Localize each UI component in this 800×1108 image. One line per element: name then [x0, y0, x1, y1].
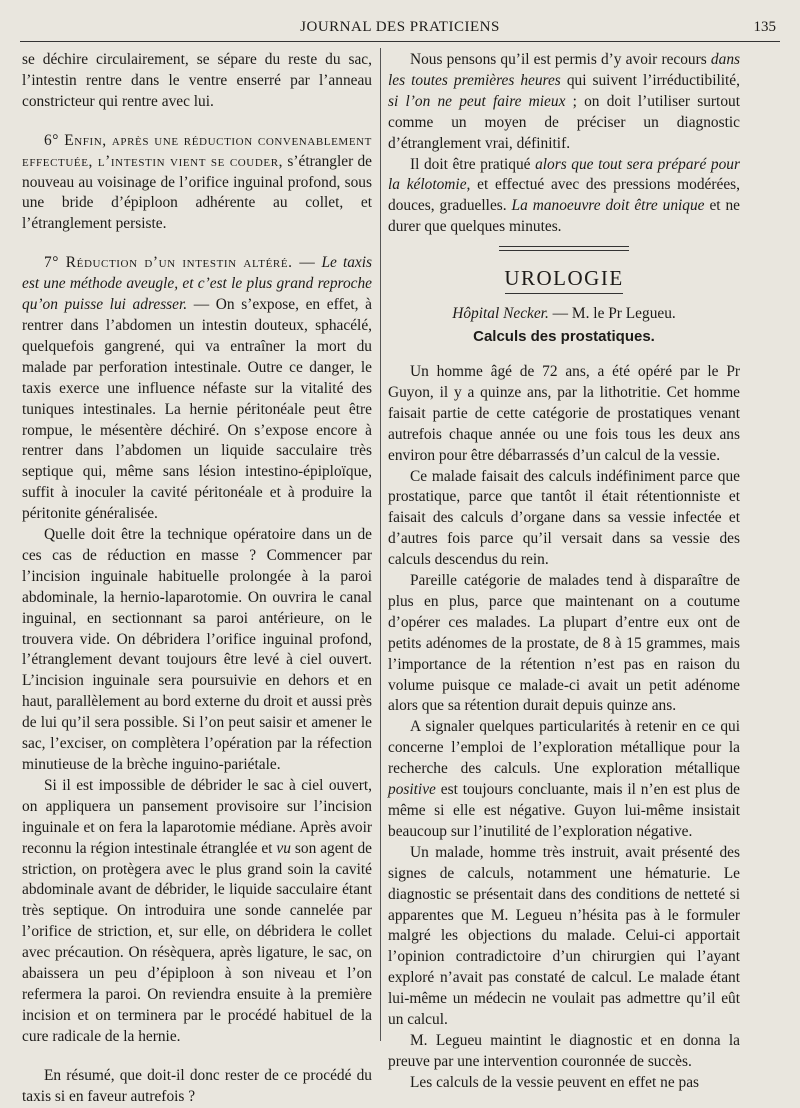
paragraph-summary: En résumé, que doit-il donc rester de ce procédé du taxis si en faveur autrefois ? — [22, 1066, 372, 1105]
paragraph-text: — On s’expose, en effet, à rentrer dans l’abdomen un intestin douteux, sphacélé, quelquefois gangrené, qui va entraîner la mort du malade par perforation intestinale. Outre ce danger, le taxis exerce une influence néfaste sur la vitalité des tuniques intestinales. La hernie péritonéale peut être rompue, le mésentère déchiré. On s’expose encore à rentrer dans l’abdomen un liquide sacculaire très septique qui, même sans lésion intestino-épiploïque, suffit à inoculer la cavité péritonéale et à produire la péritonite généralisée. — [22, 296, 372, 523]
paragraph — [22, 776, 372, 1048]
right-column — [388, 50, 741, 1091]
paragraph — [388, 717, 740, 842]
paragraph-emphasis: dans les toutes premières heures — [388, 51, 740, 89]
paragraph — [388, 155, 740, 239]
paragraph-heading: 6° Enfin, après une réduction convenablement effectuée, l’intestin vient se couder, — [22, 131, 372, 170]
paragraph-text: Il doit être pratiqué — [410, 155, 536, 173]
column-divider — [380, 48, 381, 1041]
section-title: UROLOGIE — [504, 266, 624, 291]
paragraph: Un malade, homme très instruit, avait présenté des signes de calculs, notamment une hématurie. Le diagnostic se présentait dans des conditions de netteté si apparentes que M. Legueu n’hésita pas à le formuler malgré les objections du malade. Celui-ci apportait l’opinion contradictoire d’un chirurgien qui l’ayant exploré n’avait pas constaté de calcul. Le malade étant lui-même un médecin ne voulait pas admettre qu’il eût un calcul. — [388, 843, 740, 1029]
article-title: Calculs des prostatiques. — [473, 328, 655, 346]
paragraph: Un homme âgé de 72 ans, a été opéré par le Pr Guyon, il y a quinze ans, par la lithotritie. Cet homme faisait partie de cette catégorie de prostatiques venant autrefois chaque année ou une fois tous les deux ans environ pour être débarrassés d’un calcul de la vessie. — [388, 362, 740, 464]
page-number: 135 — [753, 19, 776, 35]
paragraph-emphasis: positive — [388, 781, 436, 799]
header-rule — [20, 41, 780, 42]
journal-title: JOURNAL DES PRATICIENS — [300, 19, 500, 35]
paragraph — [388, 50, 740, 155]
page-header — [20, 16, 780, 44]
paragraph: Pareille catégorie de malades tend à disparaître de plus en plus, parce que maintenant on a coutume d’opérer ces malades. La plupart d’entre eux ont de petits adénomes de la prostate, de 8 à 15 grammes, mais l’importance de la rétention n’est pas en raison du volume puisque ce malade-ci avait un petit adénome alors que sa rétention durait depuis quinze ans. — [388, 572, 740, 715]
paragraph-emphasis: vu — [276, 839, 291, 857]
section-separator — [499, 246, 629, 251]
paragraph-heading: 7° Réduction d’un intestin altéré. — — [44, 254, 316, 272]
paragraph-text: et ne durer que quelques minutes. — [388, 197, 741, 236]
paragraph-emphasis: La manoeuvre doit être unique — [511, 197, 705, 215]
paragraph-text: qui suivent l’irréductibilité, — [560, 71, 740, 89]
paragraph-text: A signaler quelques particularités à retenir en ce qui concerne l’emploi de l’exploration métallique pour la recherche des calculs. Une exploration métallique — [388, 718, 740, 778]
paragraph-text: s’étrangler de nouveau au voisinage de l’orifice inguinal profond, sous une bride d’épiploon adhérente au collet, et l’étranglement persiste. — [22, 152, 372, 233]
paragraph-text: Si il est impossible de débrider le sac à ciel ouvert, on appliquera un pansement provisoire sur l’incision inguinale et on fera la laparotomie médiane. Après avoir reconnu la région intestinale étranglée et — [22, 776, 372, 857]
paragraph-text: Nous pensons qu’il est permis d’y avoir recours — [410, 51, 711, 68]
paragraph: Les calculs de la vessie peuvent en effet ne pas — [410, 1073, 700, 1091]
paragraph-emphasis: alors que tout sera préparé pour la kélotomie, — [388, 155, 740, 194]
paragraph: Ce malade faisait des calculs indéfiniment parce que prostatique, parce que tantôt il était rétentionniste et faisait des calculs d’organe dans sa vessie infectée et d’autres fois parce qu’il versait dans sa vessie des calculs descendus du rein. — [388, 467, 740, 569]
paragraph-text: ; on doit l’utiliser surtout comme un moyen de préciser un diagnostic d’étranglement vrai, définitif. — [388, 92, 740, 152]
paragraph-emphasis: Le taxis est une méthode aveugle, et c’est le plus grand reproche qu’on puisse lui adresser. — [22, 254, 373, 314]
paragraph: M. Legueu maintint le diagnostic et en donna la preuve par une intervention couronnée de succès. — [388, 1031, 740, 1070]
paragraph: se déchire circulairement, se sépare du reste du sac, l’intestin rentre dans le ventre enserré par l’anneau constricteur qui rentre avec lui. — [22, 51, 372, 110]
hospital-name: Hôpital Necker. — [452, 305, 549, 323]
paragraph-text: son agent de striction, on protègera avec le plus grand soin la cavité abdominale avant de débrider, le liquide sacculaire étant très septique. On introduira une sonde cannelée par l’orifice de striction, et, sur elle, on débridera le collet avec précaution. On résèquera, après ligature, le sac, on abaissera un peu d’épiploon à son niveau et l’on refermera la paroi. On reviendra ensuite à la première incision et on terminera par le procédé habituel de la cure radicale de la hernie. — [22, 839, 372, 1045]
paragraph-emphasis: si l’on ne peut faire mieux — [388, 92, 566, 110]
paragraph-7-reduction — [22, 253, 372, 525]
paragraph-6-enfin — [22, 131, 372, 236]
article-byline — [388, 304, 740, 325]
professor-name: — M. le Pr Legueu. — [548, 305, 676, 323]
paragraph-text: et effectué avec des pressions modérées, douces, graduelles. — [388, 176, 740, 215]
paragraph: Quelle doit être la technique opératoire dans un de ces cas de réduction en masse ? Commencer par l’incision inguinale habituelle prolongée à la paroi abdominale, la hernio-laparotomie. On ouvrira le canal inguinal, en sectionnant sa paroi antérieure, on le trouvera vide. On débridera l’orifice inguinal profond, l’étranglement devant toujours être levé à ciel ouvert. L’incision inguinale sera poursuivie en dehors et en haut, parallèlement au bord externe du droit et aussi près de lui qu’il sera possible. Si l’on peut saisir et amener le sac, l’exciser, on complètera l’opération par la réfection minutieuse de la brèche inguino-pariétale. — [22, 526, 372, 773]
paragraph-text: est toujours concluante, mais il n’en est plus de même si elle est négative. Guyon lui-même insistait beaucoup sur l’inutilité de l’exploration négative. — [388, 781, 740, 840]
section-title-underline — [505, 293, 623, 294]
left-column — [22, 50, 373, 1105]
